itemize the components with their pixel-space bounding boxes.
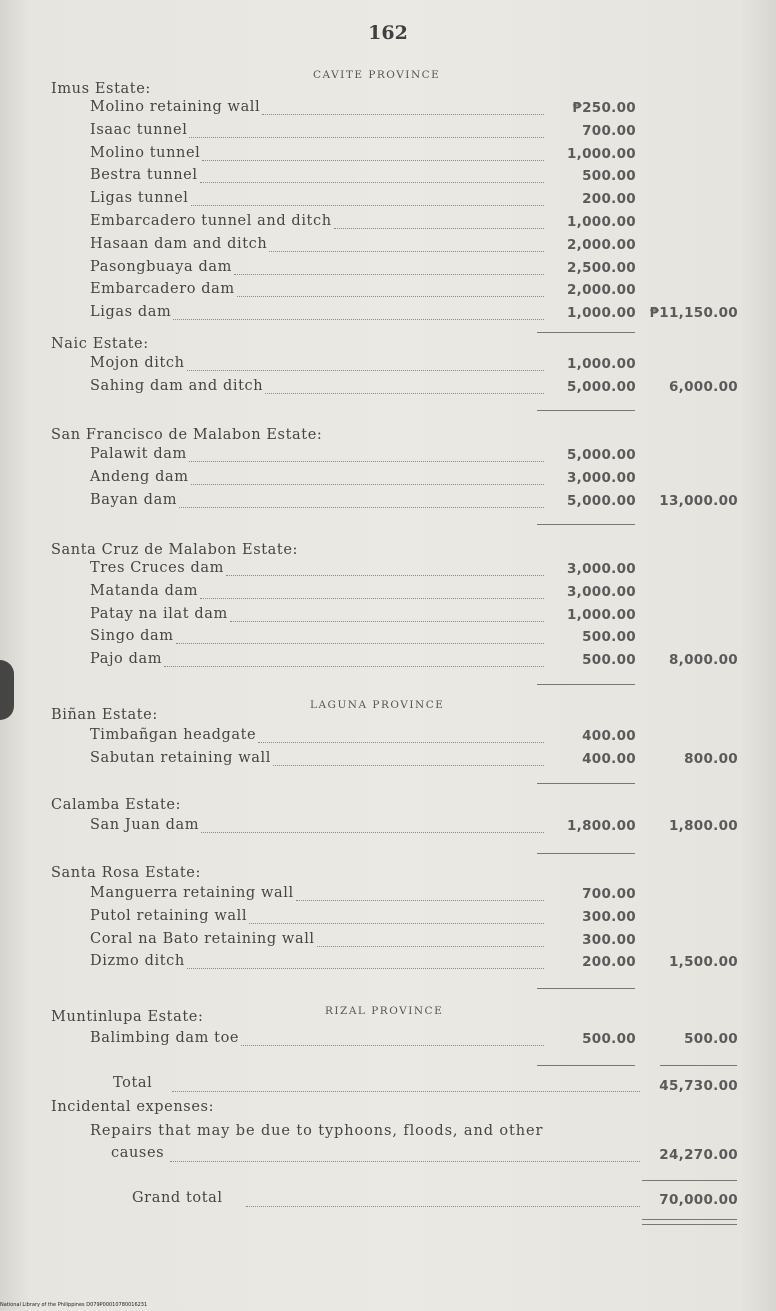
dot-leader: [249, 923, 544, 924]
line-item-amount: 700.00: [582, 886, 636, 902]
line-item-row: [90, 931, 730, 951]
line-item-label: Singo dam: [90, 628, 174, 644]
rule-before-grand-total: [642, 1180, 737, 1181]
estate-heading: Muntinlupa Estate:: [51, 1009, 204, 1025]
estate-subtotal: 8,000.00: [668, 652, 738, 668]
line-item-amount: ₱250.00: [572, 100, 636, 116]
line-item-row: [90, 281, 730, 301]
estate-heading: Imus Estate:: [51, 81, 151, 97]
dot-leader: [273, 765, 544, 766]
line-item-amount: 700.00: [582, 123, 636, 139]
estate-heading: Naic Estate:: [51, 336, 149, 352]
line-item-row: [90, 606, 730, 626]
line-item-label: Molino retaining wall: [90, 99, 261, 115]
subtotal-rule: [537, 684, 635, 685]
subtotal-rule: [537, 1065, 635, 1066]
estate-heading: Biñan Estate:: [51, 707, 158, 723]
subtotal-rule: [537, 332, 635, 333]
line-item-row: [90, 99, 730, 119]
dot-leader: [164, 666, 544, 667]
line-item-amount: 5,000.00: [566, 493, 636, 509]
line-item-label: Hasaan dam and ditch: [90, 236, 268, 252]
line-item-amount: 5,000.00: [566, 447, 636, 463]
dot-leader: [189, 137, 544, 138]
estate-subtotal: 13,000.00: [659, 493, 738, 509]
line-item-label: Palawit dam: [90, 446, 187, 462]
line-item-row: [90, 469, 730, 489]
line-item-label: Sabutan retaining wall: [90, 750, 271, 766]
incidental-amount: 24,270.00: [659, 1147, 738, 1163]
grand-total-leader: [246, 1206, 640, 1207]
line-item-label: Balimbing dam toe: [90, 1030, 240, 1046]
estate-subtotal: ₱11,150.00: [649, 305, 738, 321]
incidental-heading: Incidental expenses:: [51, 1099, 215, 1115]
line-item-label: Coral na Bato retaining wall: [90, 931, 315, 947]
incidental-line-2: causes: [111, 1145, 165, 1161]
dot-leader: [237, 296, 544, 297]
dot-leader: [317, 946, 544, 947]
line-item-amount: 1,000.00: [566, 607, 636, 623]
dot-leader: [187, 968, 544, 969]
line-item-row: [90, 355, 730, 375]
line-item-amount: 1,000.00: [566, 356, 636, 372]
province-heading-laguna: LAGUNA PROVINCE: [310, 699, 445, 711]
line-item-amount: 2,000.00: [566, 282, 636, 298]
line-item-amount: 5,000.00: [566, 379, 636, 395]
estate-subtotal: 500.00: [684, 1031, 738, 1047]
dot-leader: [200, 182, 544, 183]
line-item-row: [90, 446, 730, 466]
dot-leader: [234, 274, 544, 275]
line-item-label: Embarcadero tunnel and ditch: [90, 213, 332, 229]
line-item-label: Andeng dam: [90, 469, 189, 485]
province-heading-cavite: CAVITE PROVINCE: [313, 69, 441, 81]
line-item-row: [90, 727, 730, 747]
double-rule-1: [642, 1219, 737, 1220]
line-item-amount: 500.00: [582, 1031, 636, 1047]
subtotal-rule: [537, 410, 635, 411]
line-item-row: [90, 122, 730, 142]
line-item-label: Manguerra retaining wall: [90, 885, 294, 901]
grand-total-label: Grand total: [132, 1190, 223, 1206]
line-item-row: [90, 304, 738, 324]
line-item-amount: 200.00: [582, 954, 636, 970]
province-heading-rizal: RIZAL PROVINCE: [325, 1005, 444, 1017]
dot-leader: [226, 575, 544, 576]
line-item-row: [90, 259, 730, 279]
dot-leader: [265, 393, 544, 394]
line-item-row: [90, 378, 738, 398]
line-item-amount: 1,000.00: [566, 146, 636, 162]
line-item-label: Patay na ilat dam: [90, 606, 228, 622]
line-item-amount: 1,800.00: [566, 818, 636, 834]
line-item-label: Matanda dam: [90, 583, 199, 599]
line-item-amount: 3,000.00: [566, 470, 636, 486]
line-item-amount: 2,000.00: [566, 237, 636, 253]
dot-leader: [189, 461, 544, 462]
incidental-leader: [170, 1161, 640, 1162]
line-item-row: [90, 190, 730, 210]
subtotal-rule: [537, 853, 635, 854]
line-item-amount: 500.00: [582, 629, 636, 645]
line-item-row: [90, 885, 730, 905]
line-item-row: [90, 583, 730, 603]
dot-leader: [334, 228, 544, 229]
subtotal-rule: [537, 524, 635, 525]
dot-leader: [179, 507, 544, 508]
line-item-amount: 400.00: [582, 728, 636, 744]
double-rule-2: [642, 1224, 737, 1225]
total-label: Total: [113, 1075, 153, 1091]
line-item-label: Mojon ditch: [90, 355, 185, 371]
grand-total-amount: 70,000.00: [659, 1192, 738, 1208]
dot-leader: [176, 643, 544, 644]
line-item-label: Pasongbuaya dam: [90, 259, 232, 275]
line-item-label: Pajo dam: [90, 651, 163, 667]
line-item-label: Tres Cruces dam: [90, 560, 225, 576]
line-item-row: [90, 817, 738, 837]
line-item-row: [90, 213, 730, 233]
dot-leader: [241, 1045, 544, 1046]
dot-leader: [269, 251, 544, 252]
line-item-row: [90, 236, 730, 256]
line-item-row: [90, 908, 730, 928]
line-item-row: [90, 492, 738, 512]
line-item-label: Putol retaining wall: [90, 908, 248, 924]
line-item-label: Timbañgan headgate: [90, 727, 257, 743]
line-item-row: [90, 651, 738, 671]
total-amount: 45,730.00: [659, 1078, 738, 1094]
line-item-label: Molino tunnel: [90, 145, 201, 161]
line-item-amount: 300.00: [582, 909, 636, 925]
dot-leader: [187, 370, 544, 371]
page-number: 162: [368, 22, 408, 44]
line-item-amount: 500.00: [582, 652, 636, 668]
dot-leader: [258, 742, 544, 743]
dot-leader: [296, 900, 544, 901]
line-item-amount: 3,000.00: [566, 584, 636, 600]
line-item-row: [90, 628, 730, 648]
dot-leader: [191, 205, 544, 206]
estate-heading: Santa Cruz de Malabon Estate:: [51, 542, 299, 558]
line-item-amount: 1,000.00: [566, 305, 636, 321]
line-item-amount: 3,000.00: [566, 561, 636, 577]
dot-leader: [262, 114, 544, 115]
line-item-amount: 200.00: [582, 191, 636, 207]
dot-leader: [230, 621, 544, 622]
line-item-row: [90, 953, 738, 973]
dot-leader: [202, 160, 544, 161]
dot-leader: [191, 484, 544, 485]
line-item-amount: 2,500.00: [566, 260, 636, 276]
dot-leader: [200, 598, 544, 599]
line-item-label: Bestra tunnel: [90, 167, 198, 183]
line-item-label: Sahing dam and ditch: [90, 378, 264, 394]
subtotal-rule: [537, 988, 635, 989]
estate-subtotal: 6,000.00: [668, 379, 738, 395]
scan-smudge: [0, 660, 14, 720]
total-leader: [172, 1091, 640, 1092]
line-item-amount: 300.00: [582, 932, 636, 948]
line-item-row: [90, 167, 730, 187]
incidental-line-1: Repairs that may be due to typhoons, floods, and other: [90, 1123, 544, 1139]
line-item-label: Isaac tunnel: [90, 122, 188, 138]
estate-subtotal: 1,800.00: [668, 818, 738, 834]
total-rule: [660, 1065, 737, 1066]
estate-heading: San Francisco de Malabon Estate:: [51, 427, 323, 443]
line-item-row: [90, 145, 730, 165]
dot-leader: [173, 319, 544, 320]
line-item-label: Ligas dam: [90, 304, 172, 320]
dot-leader: [201, 832, 544, 833]
line-item-row: [90, 1030, 738, 1050]
line-item-label: Bayan dam: [90, 492, 178, 508]
line-item-row: [90, 560, 730, 580]
line-item-amount: 500.00: [582, 168, 636, 184]
line-item-amount: 1,000.00: [566, 214, 636, 230]
scan-footer: National Library of the Philippines D079P00010780016231: [0, 1302, 148, 1308]
subtotal-rule: [537, 783, 635, 784]
estate-heading: Calamba Estate:: [51, 797, 182, 813]
line-item-label: Dizmo ditch: [90, 953, 185, 969]
estate-subtotal: 1,500.00: [668, 954, 738, 970]
line-item-label: San Juan dam: [90, 817, 200, 833]
line-item-amount: 400.00: [582, 751, 636, 767]
estate-heading: Santa Rosa Estate:: [51, 865, 201, 881]
estate-subtotal: 800.00: [684, 751, 738, 767]
line-item-row: [90, 750, 738, 770]
line-item-label: Ligas tunnel: [90, 190, 189, 206]
line-item-label: Embarcadero dam: [90, 281, 235, 297]
